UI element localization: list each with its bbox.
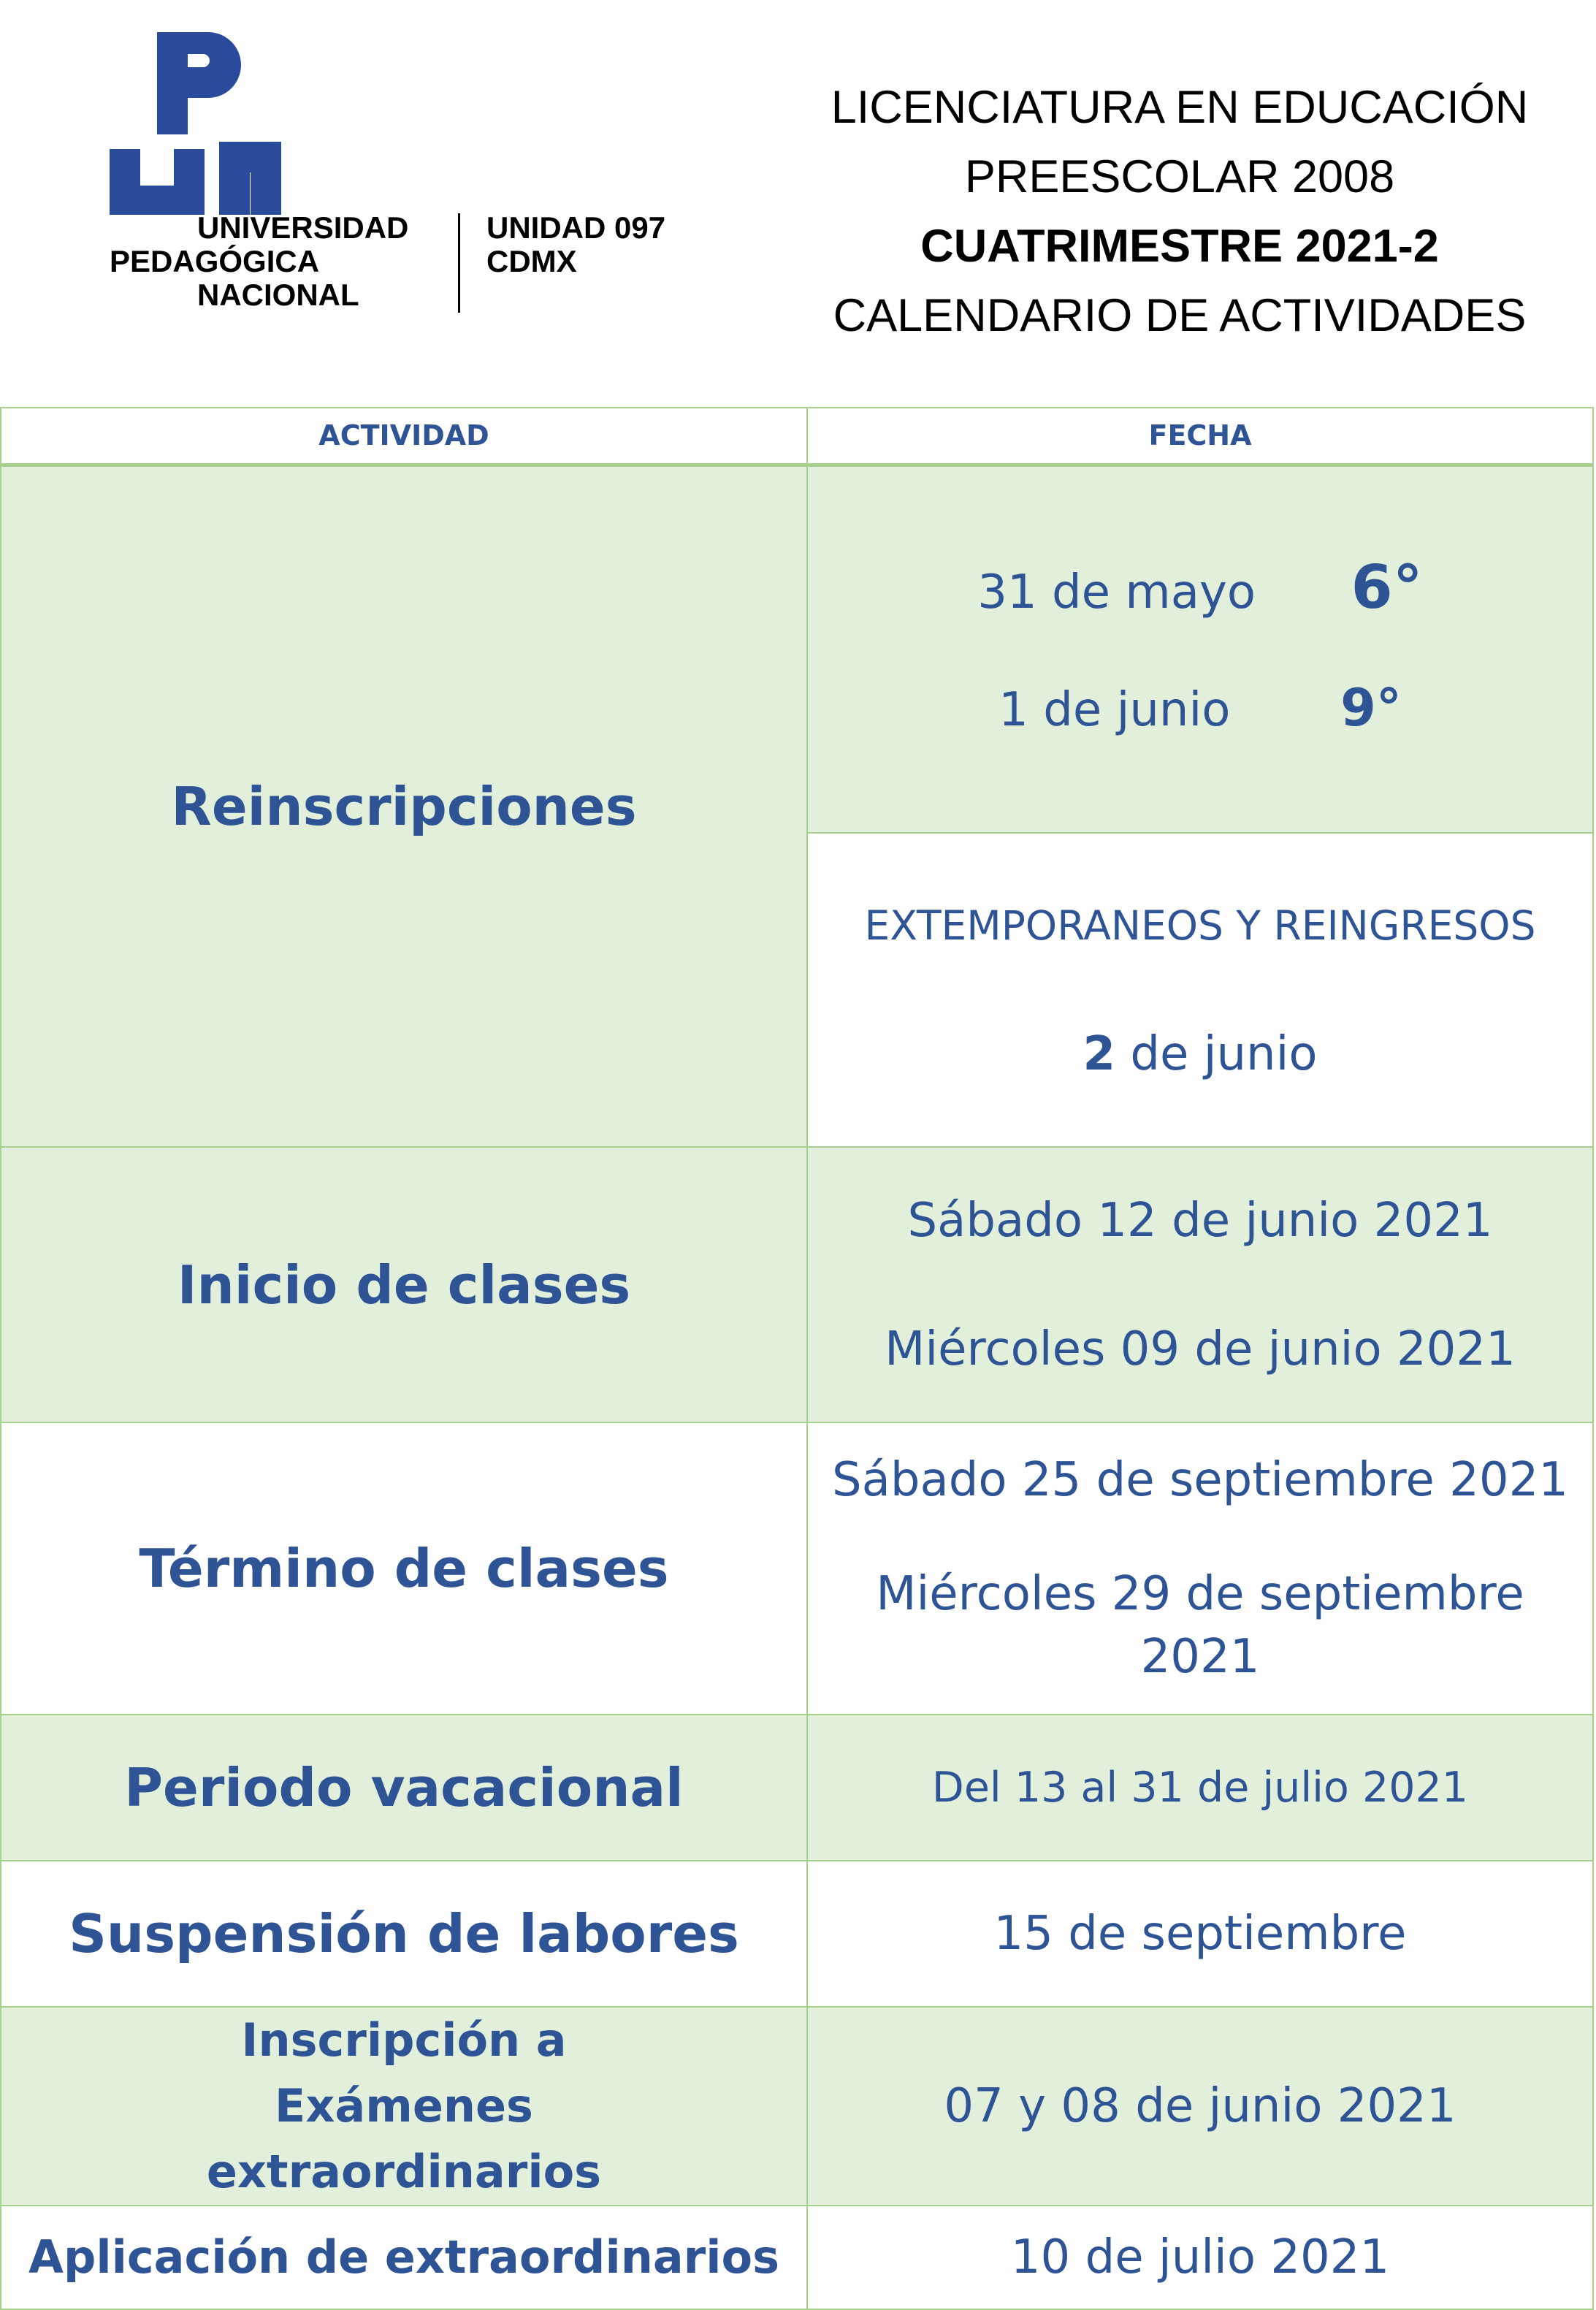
logo-line-nacional: NACIONAL [197,278,359,312]
date-termino [807,1422,1593,1715]
date-line: Sábado 25 de septiembre 2021 [832,1453,1568,1507]
title-line-plan: PREESCOLAR 2008 [964,151,1395,202]
logo-unit-city: CDMX [486,244,577,278]
logo-line-pedagogica: PEDAGÓGICA [110,244,320,278]
activity-reinscripciones: Reinscripciones [1,465,807,1147]
upn-logo-mark [110,32,285,215]
table-row [1,1715,1593,1861]
date-line: Miércoles 09 de junio 2021 [885,1322,1516,1376]
header-activity: ACTIVIDAD [1,408,807,465]
late-month: de junio [1115,1027,1318,1081]
activity-aplicacion-extra: Aplicación de extraordinarios [1,2206,807,2309]
date-line [815,676,1585,742]
date-text: 31 de mayo [977,565,1256,620]
date-suspension: 15 de septiembre [807,1861,1593,2007]
logo-divider [458,213,460,313]
activity-suspension: Suspensión de labores [1,1861,807,2007]
activity-inicio: Inicio de clases [1,1147,807,1422]
activity-vacaciones: Periodo vacacional [1,1715,807,1861]
document-title [730,73,1596,351]
late-label: EXTEMPORANEOS Y REINGRESOS [864,902,1536,949]
title-line-term: CUATRIMESTRE 2021-2 [920,221,1439,272]
logo-unit-number: UNIDAD 097 [486,210,666,245]
date-aplicacion-extra: 10 de julio 2021 [807,2206,1593,2309]
table-header-row [1,408,1593,465]
date-line [815,1023,1585,1086]
late-day: 2 [1083,1027,1115,1081]
header-date: FECHA [807,408,1593,465]
date-vacaciones: Del 13 al 31 de julio 2021 [807,1715,1593,1861]
table-row [1,1422,1593,1715]
table-row [1,465,1593,833]
date-inscripcion-extra: 07 y 08 de junio 2021 [807,2007,1593,2206]
table-row [1,2206,1593,2309]
activity-inscripcion-extra: Inscripción a Exámenes extraordinarios [1,2007,807,2206]
table-row [1,1861,1593,2007]
logo-line-universidad: UNIVERSIDAD [197,210,409,245]
date-line [815,553,1585,624]
grade-label: 9° [1340,678,1402,739]
date-line: Miércoles 29 de septiembre 2021 [876,1567,1524,1684]
activity-termino: Término de clases [1,1422,807,1715]
title-line-calendar: CALENDARIO DE ACTIVIDADES [833,290,1527,341]
table-row [1,1147,1593,1422]
activity-calendar-table [0,407,1594,2310]
upn-logo [110,32,701,317]
grade-label: 6° [1351,553,1423,623]
date-reinscripciones-regular [807,465,1593,833]
date-inicio [807,1147,1593,1422]
title-line-program: LICENCIATURA EN EDUCACIÓN [831,82,1529,133]
table-row [1,2007,1593,2206]
date-line: Sábado 12 de junio 2021 [907,1193,1493,1248]
date-reinscripciones-late [807,833,1593,1147]
date-text: 1 de junio [999,683,1231,738]
